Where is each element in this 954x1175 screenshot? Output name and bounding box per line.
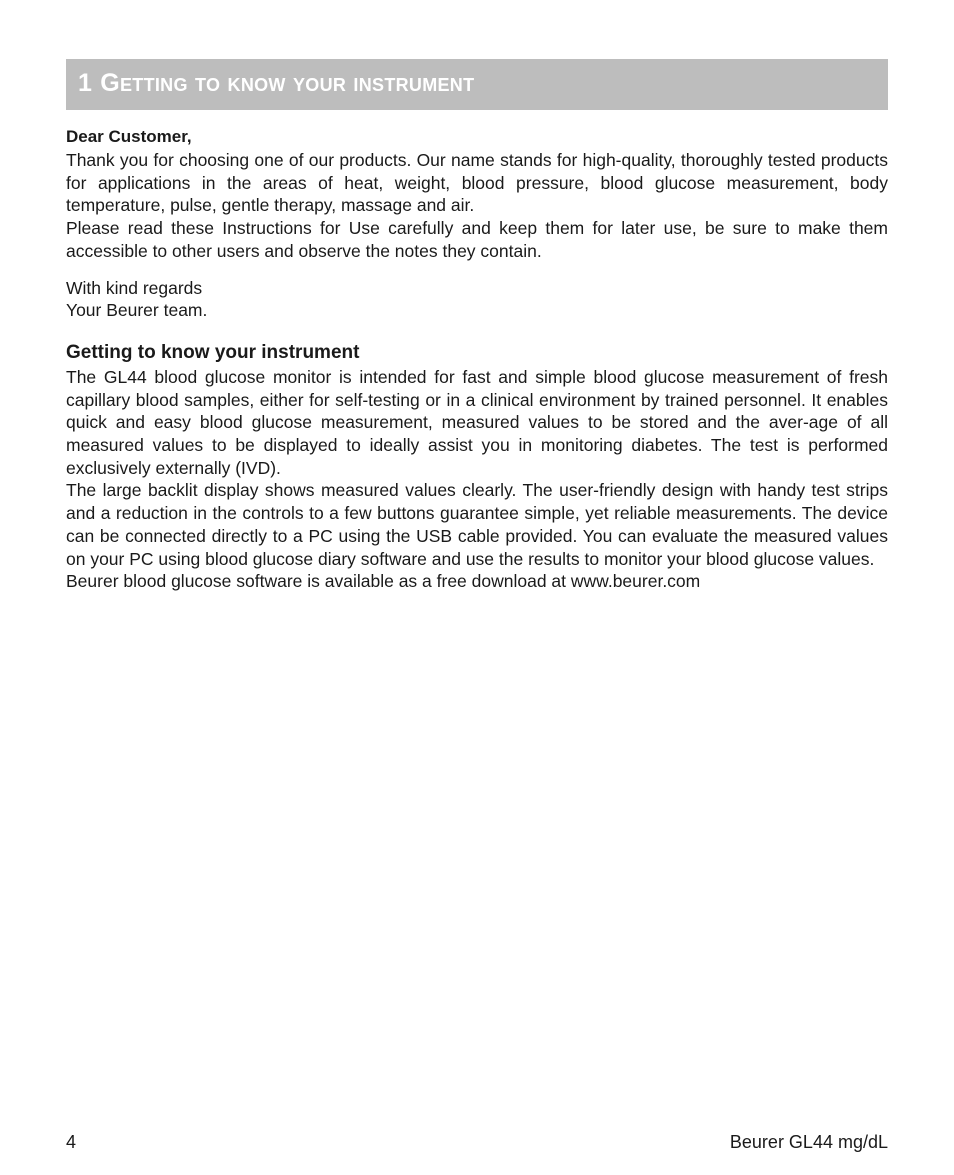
product-name: Beurer GL44 mg/dL	[729, 1132, 888, 1152]
instructions-paragraph: Please read these Instructions for Use carefully and keep them for later use, be sure to make them accessible to other users and observe the notes they contain.	[66, 218, 888, 261]
section-title: Getting to know your instrument	[100, 69, 475, 97]
instrument-heading: Getting to know your instrument	[66, 341, 360, 363]
closing	[66, 277, 888, 322]
instrument-paragraph-1: The GL44 blood glucose monitor is intended for fast and simple blood glucose measurement of fresh capillary blood samples, either for self-testing or in a clinical environment by trained personnel. It enables quick and easy blood glucose measurement, measured values to be stored and the aver-age of all measured values to be displayed to ideally assist you in monitoring diabetes. The test is performed exclusively externally (IVD).	[66, 366, 888, 478]
instrument-paragraph-2: The large backlit display shows measured values clearly. The user-friendly design with handy test strips and a reduction in the controls to a few buttons guarantee simple, yet reliable measurements. The device can be connected directly to a PC using the USB cable provided. You can evaluate the measured values on your PC using blood glucose diary software and use the results to monitor your blood glucose values.	[66, 480, 888, 569]
intro-paragraph: Thank you for choosing one of our products. Our name stands for high-quality, thoroughly tested products for applications in the areas of heat, weight, blood pressure, blood glucose measurement, body temperature, pulse, gentle therapy, massage and air.	[66, 150, 888, 216]
greeting: Dear Customer,	[66, 127, 192, 146]
closing-signature: Your Beurer team.	[66, 300, 208, 321]
section-number: 1	[78, 69, 93, 97]
page-content	[66, 59, 888, 593]
page-number: 4	[66, 1132, 77, 1152]
section-header	[66, 59, 888, 110]
closing-regards: With kind regards	[66, 277, 203, 298]
software-download-note: Beurer blood glucose software is available as a free download at www.beurer.com	[66, 571, 701, 592]
